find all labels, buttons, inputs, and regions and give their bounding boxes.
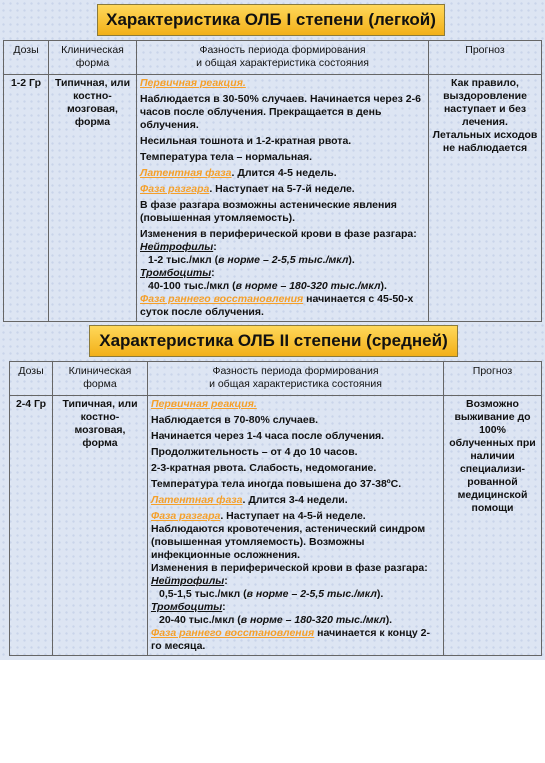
dose-cell: 2-4 Гр: [10, 396, 53, 656]
platelets-norm: в норме – 180-320 тыс./мкл: [235, 280, 381, 292]
platelets-norm: в норме – 180-320 тыс./мкл: [240, 614, 386, 626]
asthenia-text: В фазе разгара возможны астенические явления (повышенная утомляемость).: [140, 199, 397, 224]
peak-phase-label: Фаза разгара: [151, 510, 221, 522]
primary-reaction-label: Первичная реакция.: [140, 77, 246, 89]
neutrophils-label: Нейтрофилы: [151, 575, 225, 587]
header-prognosis: Прогноз: [429, 41, 542, 75]
table-degree-2: [9, 361, 542, 656]
blood-changes-text: Изменения в периферической крови в фазе разгара:: [140, 228, 417, 240]
table-row: [10, 396, 542, 656]
frequency-text: Наблюдается в 70-80% случаев.: [151, 414, 319, 426]
header-form: Клиническая форма: [49, 41, 137, 75]
onset-text: Начинается через 1-4 часа после облучения.: [151, 430, 385, 442]
neutrophils-value: [140, 254, 425, 267]
neutrophils-end: ).: [376, 588, 384, 600]
peak-phase-text: . Наступает на 5-7-й неделе.: [209, 183, 355, 195]
early-recovery-label: Фаза раннего восстановления: [151, 627, 315, 639]
latent-phase-text: . Длится 3-4 недели.: [242, 494, 348, 506]
header-prognosis: Прогноз: [444, 362, 542, 396]
neutrophils-end: ).: [348, 254, 355, 266]
neutrophils-norm: в норме – 2-5,5 тыс./мкл: [246, 588, 377, 600]
neutrophils-count: 1-2 тыс./мкл (: [148, 254, 219, 266]
neutrophils-value: [151, 588, 440, 601]
platelets-value: [140, 280, 425, 293]
nausea-text: Несильная тошнота и 1-2-кратная рвота.: [140, 135, 352, 147]
platelets-colon: :: [222, 601, 226, 613]
prognosis-cell: Как правило, выздоровление наступает и без лечения. Летальных исходов не наблюдается: [429, 75, 542, 322]
header-phase: [148, 362, 444, 396]
temperature-text: Температура тела иногда повышена до 37-38ºС.: [151, 478, 402, 490]
latent-phase-label: Латентная фаза: [151, 494, 243, 506]
table-row: [4, 75, 542, 322]
duration-text: Продолжительность – от 4 до 10 часов.: [151, 446, 358, 458]
table-header-row: [4, 41, 542, 75]
early-recovery-text: начинается с 45-50-х суток после облучения.: [140, 293, 414, 318]
platelets-count: 20-40 тыс./мкл (: [159, 614, 241, 626]
phase-cell: [148, 396, 444, 656]
section-1-title: Характеристика ОЛБ I степени (легкой): [97, 4, 445, 36]
header-phase: [137, 41, 429, 75]
latent-phase-text: . Длится 4-5 недель.: [231, 167, 337, 179]
platelets-end: ).: [380, 280, 387, 292]
header-phase-line2: и общая характеристика состояния: [196, 57, 369, 69]
neutrophils-label: Нейтрофилы: [140, 241, 214, 253]
neutrophils-colon: :: [213, 241, 217, 253]
platelets-value: [151, 614, 440, 627]
form-cell: Типичная, или костно-мозговая, форма: [53, 396, 148, 656]
platelets-label: Тромбоциты: [140, 267, 212, 279]
header-phase-line1: Фазность периода формирования: [199, 44, 366, 56]
early-recovery-text: начинается к концу 2-го месяца.: [151, 627, 430, 652]
form-cell: Типичная, или костно-мозговая, форма: [49, 75, 137, 322]
primary-reaction-text: Наблюдается в 30-50% случаев. Начинается через 2-6 часов после облучения. Прекращается в день облучения.: [140, 93, 421, 131]
blood-changes-text: Изменения в периферической крови в фазе разгара:: [151, 562, 428, 574]
neutrophils-colon: :: [224, 575, 228, 587]
header-dose: Дозы: [4, 41, 49, 75]
latent-phase-label: Латентная фаза: [140, 167, 232, 179]
table-degree-1: [3, 40, 542, 322]
header-dose: Дозы: [10, 362, 53, 396]
header-form: Клиническая форма: [53, 362, 148, 396]
vomiting-text: 2-3-кратная рвота. Слабость, недомогание.: [151, 462, 377, 474]
header-phase-line2: и общая характеристика состояния: [209, 378, 382, 390]
phase-cell: [137, 75, 429, 322]
primary-reaction-label: Первичная реакция.: [151, 398, 257, 410]
neutrophils-count: 0,5-1,5 тыс./мкл (: [159, 588, 247, 600]
early-recovery-label: Фаза раннего восстановления: [140, 293, 304, 305]
prognosis-cell: Возможно выживание до 100% облученных при наличии специализи-рованной медицинской помощи: [444, 396, 542, 656]
section-2-title: Характеристика ОЛБ II степени (средней): [89, 325, 458, 357]
peak-phase-text: . Наступает на 4-5-й неделе. Наблюдаются кровотечения, астенический синдром (повышенная утомляемость). Возможны инфекционные осложнения.: [151, 510, 426, 561]
table-header-row: [10, 362, 542, 396]
peak-phase-label: Фаза разгара: [140, 183, 210, 195]
neutrophils-norm: в норме – 2-5,5 тыс./мкл: [218, 254, 349, 266]
platelets-count: 40-100 тыс./мкл (: [148, 280, 236, 292]
platelets-label: Тромбоциты: [151, 601, 223, 613]
platelets-end: ).: [385, 614, 393, 626]
temperature-text: Температура тела – нормальная.: [140, 151, 313, 163]
platelets-colon: :: [211, 267, 215, 279]
dose-cell: 1-2 Гр: [4, 75, 49, 322]
header-phase-line1: Фазность периода формирования: [212, 365, 379, 377]
